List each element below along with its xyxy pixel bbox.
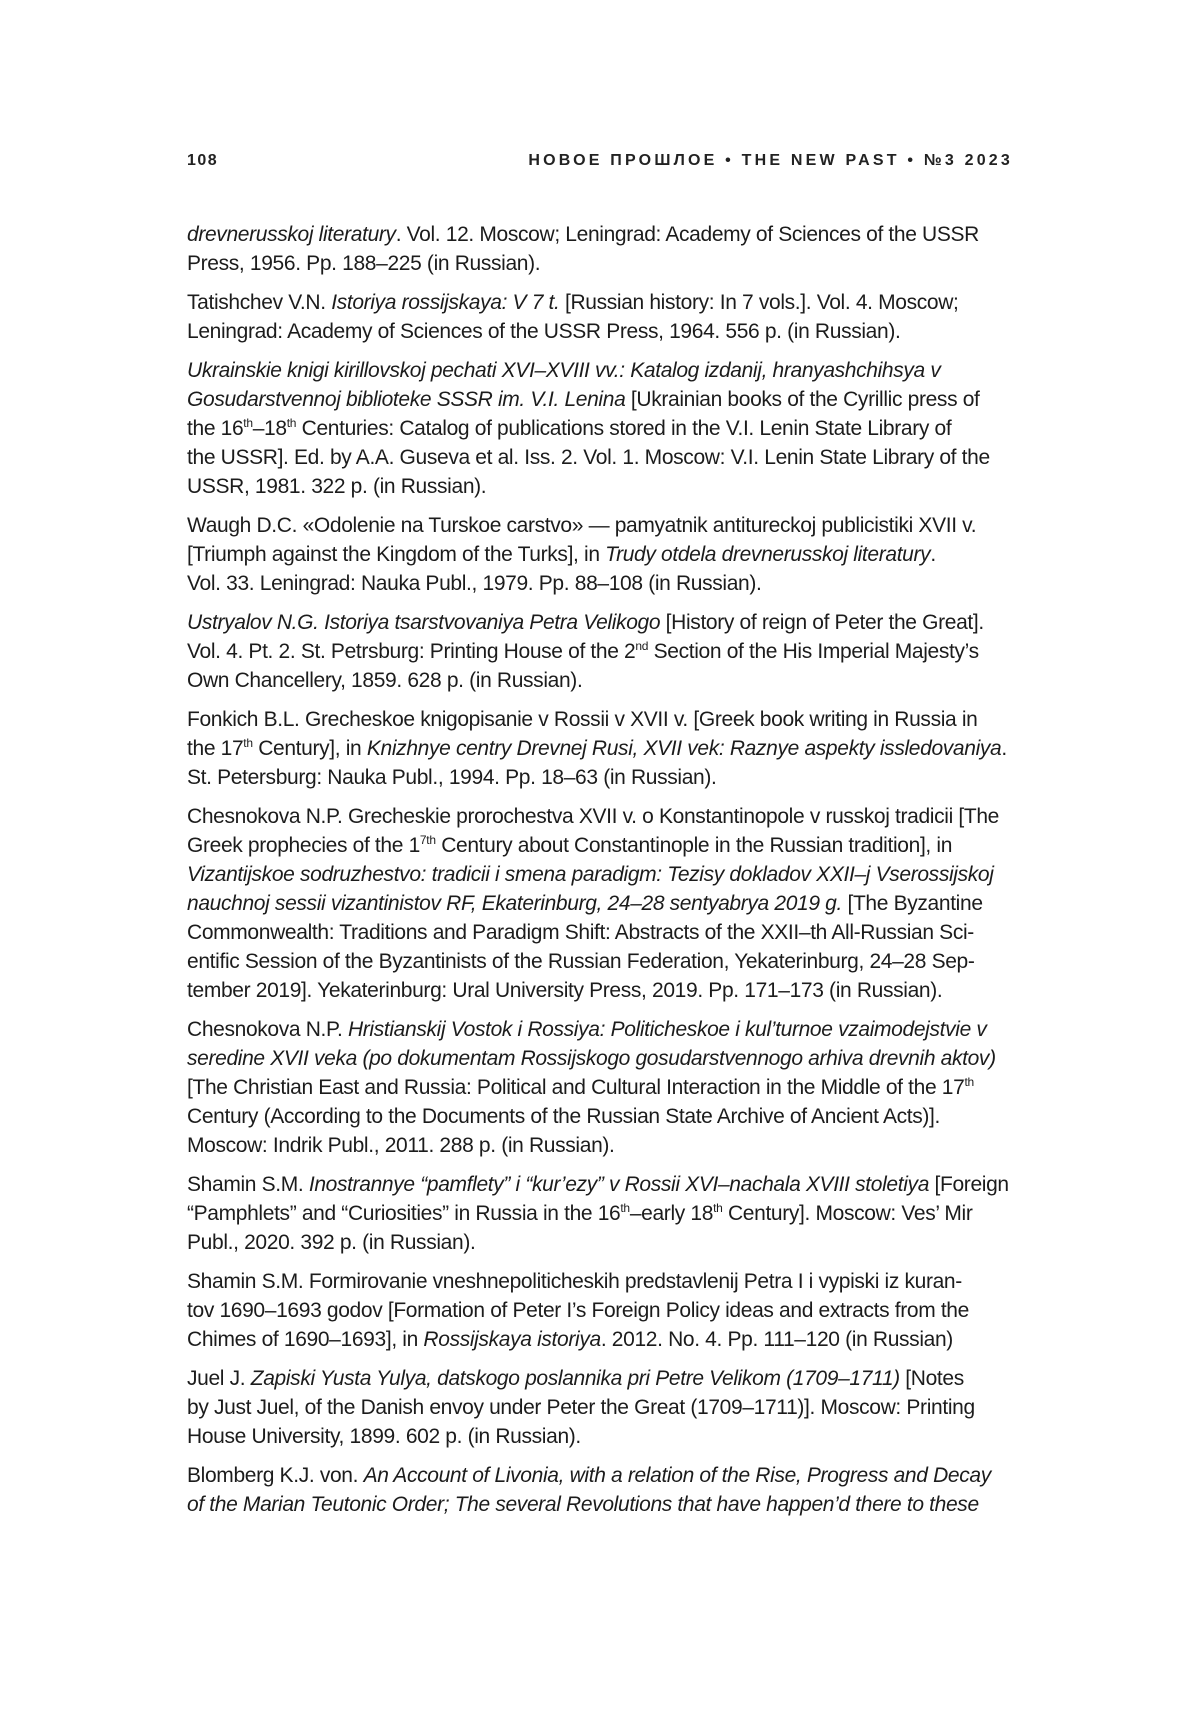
text-run: Blomberg K.J. von. <box>187 1464 364 1487</box>
text-run: Publ., 2020. 392 p. (in Russian). <box>187 1231 476 1254</box>
text-run: the 16 <box>187 417 244 440</box>
superscript-text: th <box>964 1075 974 1089</box>
reference-line <box>187 288 1019 317</box>
reference-entry <box>187 1461 1019 1519</box>
reference-line <box>187 1228 1019 1257</box>
reference-line <box>187 976 1019 1005</box>
reference-line <box>187 637 1019 666</box>
running-header <box>187 152 1013 170</box>
text-run: Century (According to the Documents of the Russian State Archive of Ancient Acts)]. <box>187 1105 941 1128</box>
italic-text: Ustryalov N.G. Istoriya tsarstvovaniya Petra Velikogo <box>187 611 661 634</box>
reference-entry <box>187 220 1019 278</box>
text-run: Press, 1956. Pp. 188–225 (in Russian). <box>187 252 541 275</box>
text-run: Waugh D.C. «Odolenie na Turskoe carstvo» — pamyatnik antitureckoj publicistiki XVII v. <box>187 514 977 537</box>
text-run: Fonkich B.L. Grecheskoe knigopisanie v Rossii v XVII v. [Greek book writing in Russia in <box>187 708 978 731</box>
reference-line <box>187 1073 1019 1102</box>
reference-entry <box>187 1267 1019 1354</box>
reference-line <box>187 1393 1019 1422</box>
italic-text: Knizhnye centry Drevnej Rusi, XVII vek: Raznye aspekty issledovaniya <box>366 737 1002 760</box>
text-run: Juel J. <box>187 1367 251 1390</box>
reference-line <box>187 1267 1019 1296</box>
text-run: Section of the His Imperial Majesty’s <box>648 640 979 663</box>
reference-line <box>187 918 1019 947</box>
reference-line <box>187 1364 1019 1393</box>
text-run: Moscow: Indrik Publ., 2011. 288 p. (in Russian). <box>187 1134 615 1157</box>
reference-line <box>187 763 1019 792</box>
reference-line <box>187 1422 1019 1451</box>
text-run: . Vol. 12. Moscow; Leningrad: Academy of Sciences of the USSR <box>395 223 979 246</box>
text-run: Chimes of 1690–1693], in <box>187 1328 424 1351</box>
text-run: Century about Constantinople in the Russian tradition], in <box>435 834 953 857</box>
reference-line <box>187 1015 1019 1044</box>
superscript-text: th <box>713 1201 723 1215</box>
reference-line <box>187 356 1019 385</box>
reference-line <box>187 249 1019 278</box>
italic-text: Trudy otdela drevnerusskoj literatury <box>605 543 931 566</box>
text-run: . <box>930 543 936 566</box>
reference-line <box>187 569 1019 598</box>
italic-text: nauchnoj sessii vizantinistov RF, Ekaterinburg, 24–28 sentyabrya 2019 g. <box>187 892 842 915</box>
italic-text: An Account of Livonia, with a relation of the Rise, Progress and Decay <box>363 1464 991 1487</box>
reference-line <box>187 511 1019 540</box>
italic-text: Rossijskaya istoriya <box>423 1328 601 1351</box>
italic-text: Vizantijskoe sodruzhestvo: tradicii i smena paradigm: Tezisy dokladov XXII–j Vserossijskoj <box>187 863 994 886</box>
superscript-text: th <box>286 416 297 430</box>
text-run: Vol. 33. Leningrad: Nauka Publ., 1979. Pp. 88–108 (in Russian). <box>187 572 762 595</box>
reference-line <box>187 220 1019 249</box>
journal-header: НОВОЕ ПРОШЛОЕ • THE NEW PAST • №3 2023 <box>528 152 1013 169</box>
text-run: Shamin S.M. <box>187 1173 309 1196</box>
reference-entry <box>187 1015 1019 1160</box>
reference-line <box>187 1296 1019 1325</box>
text-run: the USSR]. Ed. by A.A. Guseva et al. Iss. 2. Vol. 1. Moscow: V.I. Lenin State Library of the <box>187 446 990 469</box>
text-run: House University, 1899. 602 p. (in Russian). <box>187 1425 581 1448</box>
reference-line <box>187 317 1019 346</box>
reference-line <box>187 1131 1019 1160</box>
reference-line <box>187 666 1019 695</box>
superscript-text: th <box>243 416 253 430</box>
text-run: [Foreign <box>929 1173 1009 1196</box>
reference-line <box>187 1199 1019 1228</box>
text-run: “Pamphlets” and “Curiosities” in Russia in the 16 <box>187 1202 621 1225</box>
reference-line <box>187 1490 1019 1519</box>
text-run: tov 1690–1693 godov [Formation of Peter I’s Foreign Policy ideas and extracts from the <box>187 1299 969 1322</box>
italic-text: Gosudarstvennoj biblioteke SSSR im. V.I. Lenina <box>187 388 626 411</box>
italic-text: Inostrannye “pamflety” i “kur’ezy” v Rossii XVI–nachala XVIII stoletiya <box>308 1173 930 1196</box>
reference-entry <box>187 288 1019 346</box>
italic-text: of the Marian Teutonic Order; The several Revolutions that have happen’d there to these <box>187 1493 979 1516</box>
text-run: Chesnokova N.P. <box>187 1018 348 1041</box>
reference-entry <box>187 1170 1019 1257</box>
reference-entry <box>187 511 1019 598</box>
text-run: Century]. Moscow: Ves’ Mir <box>722 1202 973 1225</box>
text-run: Shamin S.M. Formirovanie vneshnepoliticheskih predstavlenij Petra I i vypiski iz kuran- <box>187 1270 962 1293</box>
text-run: St. Petersburg: Nauka Publ., 1994. Pp. 18–63 (in Russian). <box>187 766 717 789</box>
reference-line <box>187 1102 1019 1131</box>
text-run: Century], in <box>252 737 367 760</box>
reference-line <box>187 1461 1019 1490</box>
text-run: Own Chancellery, 1859. 628 p. (in Russian). <box>187 669 583 692</box>
reference-line <box>187 860 1019 889</box>
reference-line <box>187 734 1019 763</box>
text-run: Chesnokova N.P. Grecheskie prorochestva XVII v. o Konstantinopole v russkoj tradicii [The <box>187 805 999 828</box>
text-run: [The Byzantine <box>841 892 983 915</box>
page-number: 108 <box>187 152 219 169</box>
reference-entry <box>187 705 1019 792</box>
superscript-text: 7th <box>419 833 436 847</box>
text-run: Tatishchev V.N. <box>187 291 332 314</box>
text-run: Vol. 4. Pt. 2. St. Petrsburg: Printing House of the 2 <box>187 640 636 663</box>
italic-text: Zapiski Yusta Yulya, datskogo poslannika pri Petre Velikom (1709–1711) <box>250 1367 900 1390</box>
text-run: –18 <box>252 417 287 440</box>
reference-line <box>187 705 1019 734</box>
text-run: the 17 <box>187 737 244 760</box>
reference-line <box>187 472 1019 501</box>
text-run: by Just Juel, of the Danish envoy under Peter the Great (1709–1711)]. Moscow: Printing <box>187 1396 975 1419</box>
reference-line <box>187 414 1019 443</box>
reference-line <box>187 540 1019 569</box>
text-run: [Russian history: In 7 vols.]. Vol. 4. Moscow; <box>559 291 959 314</box>
italic-text: drevnerusskoj literatury <box>187 223 396 246</box>
reference-line <box>187 947 1019 976</box>
text-run: USSR, 1981. 322 p. (in Russian). <box>187 475 487 498</box>
text-run: Leningrad: Academy of Sciences of the USSR Press, 1964. 556 p. (in Russian). <box>187 320 901 343</box>
text-run: [Triumph against the Kingdom of the Turks], in <box>187 543 606 566</box>
text-run: [Ukrainian books of the Cyrillic press of <box>625 388 980 411</box>
reference-line <box>187 443 1019 472</box>
references-list <box>187 220 1019 1529</box>
italic-text: Istoriya rossijskaya: V 7 t. <box>331 291 560 314</box>
text-run: [The Christian East and Russia: Political and Cultural Interaction in the Middle of the 17 <box>187 1076 965 1099</box>
text-run: . 2012. No. 4. Pp. 111–120 (in Russian) <box>600 1328 953 1351</box>
italic-text: seredine XVII veka (po dokumentam Rossijskogo gosudarstvennogo arhiva drevnih aktov) <box>187 1047 996 1070</box>
superscript-text: th <box>620 1201 630 1215</box>
superscript-text: nd <box>635 639 649 653</box>
text-run: –early 18 <box>629 1202 714 1225</box>
superscript-text: th <box>243 736 253 750</box>
reference-entry <box>187 802 1019 1005</box>
text-run: Commonwealth: Traditions and Paradigm Shift: Abstracts of the XXII–th All-Russian Sci- <box>187 921 974 944</box>
reference-line <box>187 1170 1019 1199</box>
reference-line <box>187 802 1019 831</box>
reference-line <box>187 385 1019 414</box>
text-run: [Notes <box>899 1367 964 1390</box>
text-run: tember 2019]. Yekaterinburg: Ural University Press, 2019. Pp. 171–173 (in Russian). <box>187 979 943 1002</box>
text-run: Greek prophecies of the 1 <box>187 834 420 857</box>
italic-text: Ukrainskie knigi kirillovskoj pechati XVI–XVIII vv.: Katalog izdanij, hranyashchihsya v <box>187 359 941 382</box>
text-run: . <box>1001 737 1007 760</box>
reference-entry <box>187 1364 1019 1451</box>
reference-line <box>187 889 1019 918</box>
text-run: [History of reign of Peter the Great]. <box>660 611 984 634</box>
reference-entry <box>187 608 1019 695</box>
text-run: Centuries: Catalog of publications stored in the V.I. Lenin State Library of <box>296 417 952 440</box>
italic-text: Hristianskij Vostok i Rossiya: Politicheskoe i kul’turnoe vzaimodejstvie v <box>347 1018 987 1041</box>
reference-line <box>187 1325 1019 1354</box>
reference-line <box>187 831 1019 860</box>
reference-entry <box>187 356 1019 501</box>
text-run: entific Session of the Byzantinists of the Russian Federation, Yekaterinburg, 24–28 Sep- <box>187 950 975 973</box>
reference-line <box>187 608 1019 637</box>
reference-line <box>187 1044 1019 1073</box>
